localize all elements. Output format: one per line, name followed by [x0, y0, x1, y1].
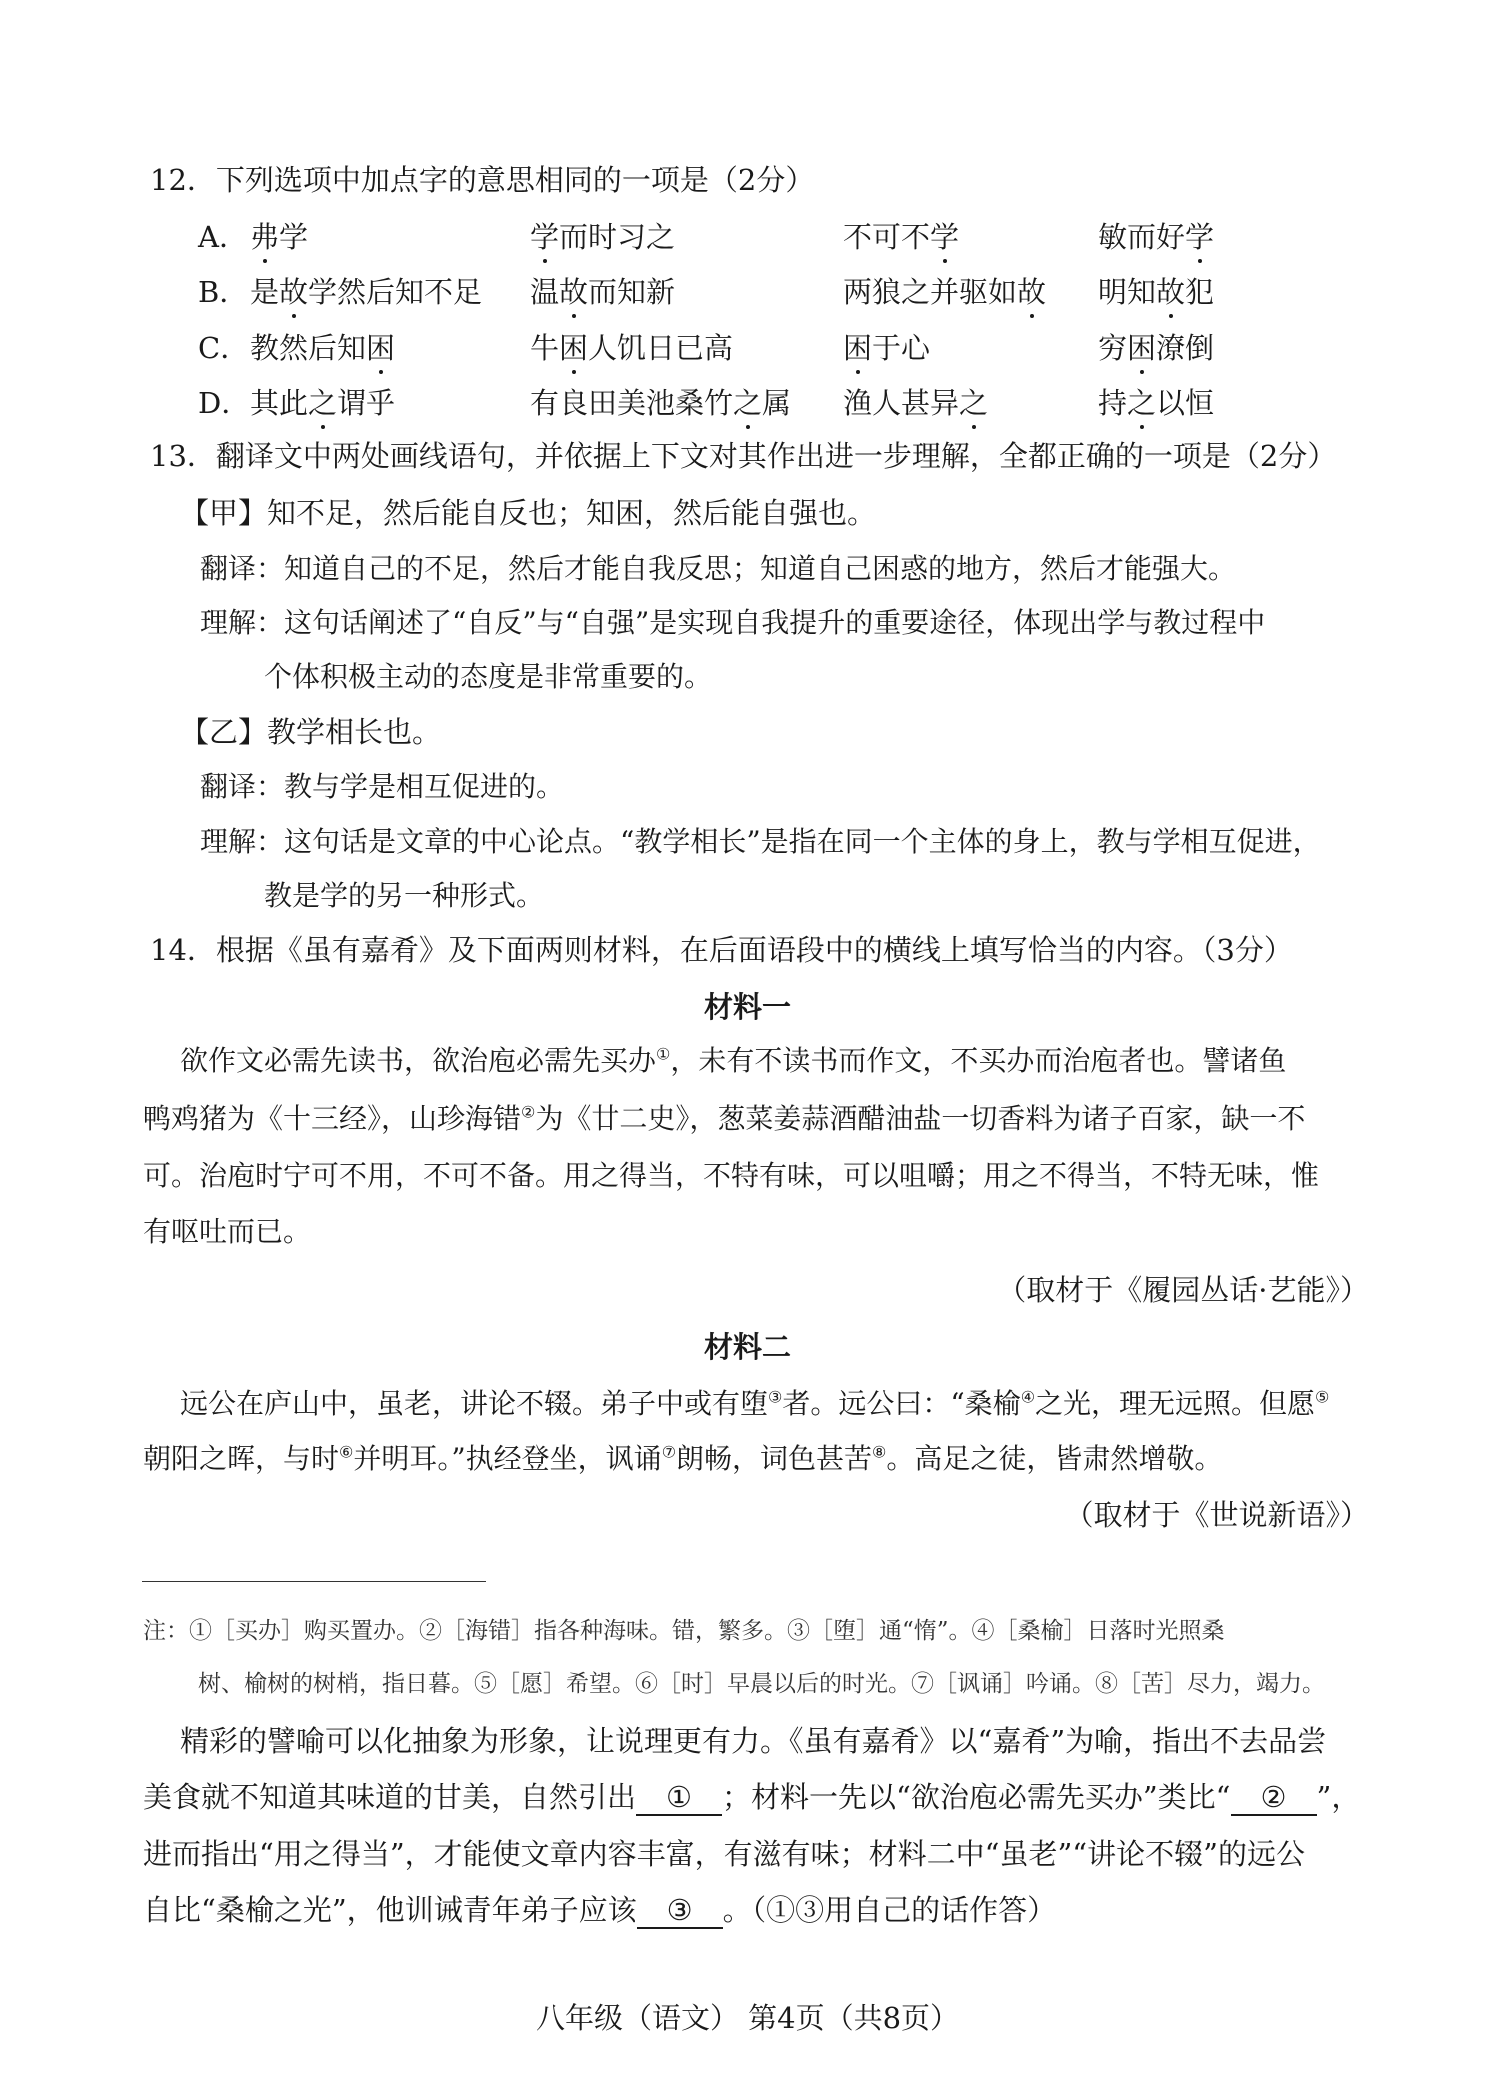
yi-translation: 翻译：教与学是相互促进的。 [200, 770, 565, 803]
q12-option-phrase: 两狼之并驱如故 [843, 270, 1046, 311]
dotted-character: 弗 [250, 215, 279, 256]
q12-option-phrase: 弗学 [250, 215, 308, 256]
material-1-line-3: 可。治庖时宁可不用，不可不备。用之得当，不特有味，可以咀嚼；用之不得当，不特无味，惟 [143, 1159, 1320, 1192]
q12-option-phrase: 温故而知新 [530, 270, 675, 311]
paragraph-line-3: 进而指出“用之得当”，才能使文章内容丰富，有滋有味；材料二中“虽老”“讲论不辍”的远公 [143, 1837, 1305, 1871]
material-1-line-1: 欲作文必需先读书，欲治庖必需先买办①，未有不读书而作文，不买办而治庖者也。譬诸鱼 [180, 1044, 1287, 1077]
dotted-character: 之 [1127, 381, 1156, 422]
yi-text: 教学相长也。 [267, 715, 442, 749]
blank-3[interactable]: ③ [637, 1895, 723, 1929]
dotted-character: 故 [559, 270, 588, 311]
dotted-character: 之 [733, 381, 762, 422]
dotted-character: 故 [279, 270, 308, 311]
jia-label: 【甲】 [180, 496, 268, 530]
dotted-character: 学 [930, 215, 959, 256]
jia-understanding: 理解：这句话阐述了“自反”与“自强”是实现自我提升的重要途径，体现出学与教过程中 [200, 606, 1266, 639]
jia-text: 知不足，然后能自反也；知困，然后能自强也。 [267, 496, 877, 530]
q12-option-phrase: 有良田美池桑竹之属 [530, 381, 791, 422]
material-1-line-2: 鸭鸡猪为《十三经》，山珍海错②为《廿二史》，葱菜姜蒜酒醋油盐一切香料为诸子百家，缺一不 [143, 1102, 1306, 1135]
paragraph-line-2: 美食就不知道其味道的甘美，自然引出 ① ；材料一先以“欲治庖必需先买办”类比“ ② ”， [143, 1780, 1361, 1814]
q14-stem: 14．根据《虽有嘉肴》及下面两则材料，在后面语段中的横线上填写恰当的内容。（3分） [150, 933, 1293, 967]
material-2-line-1: 远公在庐山中，虽老，讲论不辍。弟子中或有堕③者。远公曰：“桑榆④之光，理无远照。但愿⑤ [180, 1387, 1330, 1420]
q12-option-letter[interactable]: A． [198, 220, 248, 254]
dotted-character: 困 [843, 326, 872, 367]
material-1-line-4: 有呕吐而已。 [143, 1215, 312, 1248]
dotted-character: 困 [559, 326, 588, 367]
yi-understanding-cont: 教是学的另一种形式。 [264, 879, 545, 912]
jia-understanding-cont: 个体积极主动的态度是非常重要的。 [264, 660, 713, 693]
material-2-title: 材料二 [703, 1330, 791, 1364]
q12-option-phrase: 渔人甚异之 [843, 381, 988, 422]
dotted-character: 学 [530, 215, 559, 256]
dotted-character: 困 [366, 326, 395, 367]
material-1-source: （取材于《履园丛话·艺能》） [997, 1273, 1369, 1307]
jia-translation: 翻译：知道自己的不足，然后才能自我反思；知道自己困惑的地方，然后才能强大。 [200, 552, 1237, 585]
q12-stem: 12．下列选项中加点字的意思相同的一项是（2分） [150, 163, 815, 197]
q12-option-letter[interactable]: D． [198, 386, 251, 420]
material-2-line-2: 朝阳之晖，与时⑥并明耳。”执经登坐，讽诵⑦朗畅，词色甚苦⑧。高足之徒，皆肃然增敬。 [143, 1442, 1223, 1475]
paragraph-line-4: 自比“桑榆之光”，他训诫青年弟子应该 ③ 。（①③用自己的话作答） [143, 1893, 1057, 1927]
footnote-divider [142, 1581, 486, 1582]
q13-yi [180, 710, 441, 751]
q12-option-phrase: 敏而好学 [1098, 215, 1214, 256]
yi-understanding: 理解：这句话是文章的中心论点。“教学相长”是指在同一个主体的身上，教与学相互促进， [200, 825, 1321, 858]
q12-option-phrase: 穷困潦倒 [1098, 326, 1214, 367]
q12-option-letter[interactable]: B． [198, 275, 249, 309]
q12-option-phrase: 困于心 [843, 326, 930, 367]
paragraph-line-1: 精彩的譬喻可以化抽象为形象，让说理更有力。《虽有嘉肴》以“嘉肴”为喻，指出不去品尝 [180, 1724, 1327, 1758]
dotted-character: 之 [308, 381, 337, 422]
dotted-character: 困 [1127, 326, 1156, 367]
q12-option-letter[interactable]: C． [198, 331, 250, 365]
q12-option-phrase: 不可不学 [843, 215, 959, 256]
blank-2[interactable]: ② [1231, 1782, 1317, 1816]
footnote-line-1: 注：①［买办］购买置办。②［海错］指各种海味。错，繁多。③［堕］通“惰”。④［桑榆］日落时光照桑 [143, 1618, 1225, 1644]
dotted-character: 学 [1185, 215, 1214, 256]
blank-1[interactable]: ① [636, 1782, 722, 1816]
q12-option-phrase: 是故学然后知不足 [250, 270, 482, 311]
q12-option-phrase: 学而时习之 [530, 215, 675, 256]
dotted-character: 之 [959, 381, 988, 422]
page-footer: 八年级（语文） 第4页（共8页） [535, 2001, 960, 2035]
material-1-title: 材料一 [703, 990, 791, 1024]
material-2-source: （取材于《世说新语》） [1064, 1498, 1369, 1532]
q12-option-phrase: 其此之谓乎 [250, 381, 395, 422]
dotted-character: 故 [1017, 270, 1046, 311]
yi-label: 【乙】 [180, 715, 268, 749]
q12-option-phrase: 持之以恒 [1098, 381, 1214, 422]
dotted-character: 故 [1156, 270, 1185, 311]
footnote-line-2: 树、榆树的树梢，指日暮。⑤［愿］希望。⑥［时］早晨以后的时光。⑦［讽诵］吟诵。⑧［苦］尽力，竭力。 [198, 1671, 1325, 1697]
q13-stem: 13．翻译文中两处画线语句，并依据上下文对其作出进一步理解，全都正确的一项是（2分） [150, 439, 1337, 473]
q12-option-phrase: 教然后知困 [250, 326, 395, 367]
q12-option-phrase: 明知故犯 [1098, 270, 1214, 311]
q12-option-phrase: 牛困人饥日已高 [530, 326, 733, 367]
q13-jia [180, 491, 876, 532]
